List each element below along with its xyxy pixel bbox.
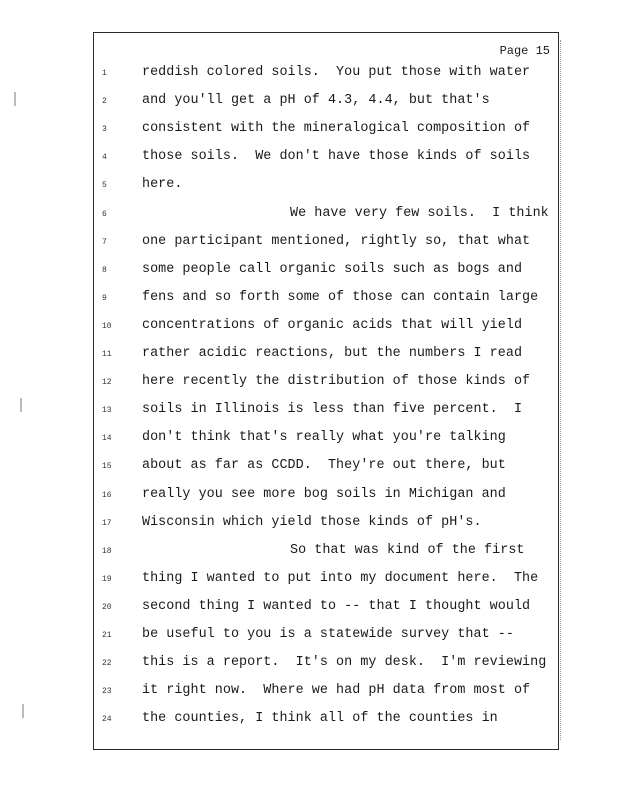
transcript-line — [94, 121, 558, 141]
line-text: don't think that's really what you're talking — [142, 430, 506, 446]
line-number: 8 — [102, 265, 107, 275]
scan-margin-mark — [20, 398, 22, 412]
transcript-line — [94, 627, 558, 647]
line-text: fens and so forth some of those can contain large — [142, 289, 539, 305]
line-number: 23 — [102, 687, 112, 697]
line-text: one participant mentioned, rightly so, that what — [142, 233, 531, 249]
line-text: reddish colored soils. You put those with water — [142, 65, 531, 80]
transcript-page — [93, 32, 559, 750]
transcript-line — [94, 430, 558, 450]
line-number: 14 — [102, 434, 112, 444]
line-text: soils in Illinois is less than five percent. I — [142, 402, 523, 418]
transcript-line — [94, 543, 558, 563]
line-text: be useful to you is a statewide survey that -- — [142, 627, 514, 642]
line-number: 15 — [102, 462, 112, 472]
line-number: 13 — [102, 406, 112, 416]
line-number: 17 — [102, 518, 112, 528]
line-text: So that was kind of the first — [290, 542, 525, 558]
transcript-line — [94, 683, 558, 703]
line-text: We have very few soils. I think — [290, 205, 549, 221]
transcript-line — [94, 599, 558, 619]
transcript-line — [94, 487, 558, 507]
transcript-line — [94, 65, 558, 85]
line-text: really you see more bog soils in Michigan and — [142, 486, 506, 502]
scan-margin-mark — [22, 704, 24, 718]
line-number: 4 — [102, 153, 107, 163]
line-number: 20 — [102, 602, 112, 612]
transcript-line — [94, 346, 558, 366]
transcript-line — [94, 234, 558, 254]
transcript-line — [94, 290, 558, 310]
line-text: the counties, I think all of the counties in — [142, 711, 498, 727]
transcript-line — [94, 262, 558, 282]
line-text: consistent with the mineralogical composition of — [142, 121, 531, 137]
line-text: about as far as CCDD. They're out there, but — [142, 458, 506, 474]
line-text: it right now. Where we had pH data from most of — [142, 683, 531, 699]
line-text: and you'll get a pH of 4.3, 4.4, but that's — [142, 93, 490, 109]
line-number: 11 — [102, 350, 112, 359]
page-number: Page 15 — [499, 44, 550, 58]
transcript-line — [94, 206, 558, 226]
line-text: concentrations of organic acids that will yield — [142, 317, 523, 333]
transcript-line — [94, 93, 558, 113]
line-text: rather acidic reactions, but the numbers I read — [142, 346, 523, 361]
transcript-line — [94, 571, 558, 591]
line-number: 10 — [102, 321, 112, 331]
line-number: 2 — [102, 97, 107, 107]
line-text: Wisconsin which yield those kinds of pH's. — [142, 514, 482, 530]
line-number: 7 — [102, 237, 107, 247]
scan-margin-mark — [14, 92, 16, 106]
line-number: 12 — [102, 378, 112, 388]
line-number: 1 — [102, 69, 107, 78]
transcript-line — [94, 711, 558, 731]
line-number: 16 — [102, 490, 112, 500]
transcript-line — [94, 655, 558, 675]
transcript-line — [94, 149, 558, 169]
line-number: 24 — [102, 715, 112, 725]
transcript-line — [94, 374, 558, 394]
line-text: here. — [142, 177, 183, 193]
line-number: 6 — [102, 209, 107, 219]
line-number: 19 — [102, 574, 112, 584]
line-number: 9 — [102, 293, 107, 303]
transcript-line — [94, 318, 558, 338]
transcript-line — [94, 458, 558, 478]
line-number: 5 — [102, 181, 107, 191]
transcript-line — [94, 402, 558, 422]
transcript-line — [94, 177, 558, 197]
transcript-line — [94, 515, 558, 535]
line-number: 3 — [102, 125, 107, 135]
line-number: 22 — [102, 659, 112, 669]
line-text: some people call organic soils such as bogs and — [142, 261, 523, 277]
line-text: second thing I wanted to -- that I thought would — [142, 598, 531, 614]
line-text: those soils. We don't have those kinds of soils — [142, 149, 531, 165]
line-text: here recently the distribution of those kinds of — [142, 374, 531, 390]
line-number: 21 — [102, 631, 112, 640]
line-text: thing I wanted to put into my document here. The — [142, 570, 539, 586]
line-number: 18 — [102, 546, 112, 556]
right-margin-rule — [560, 40, 562, 740]
line-text: this is a report. It's on my desk. I'm reviewing — [142, 655, 547, 671]
